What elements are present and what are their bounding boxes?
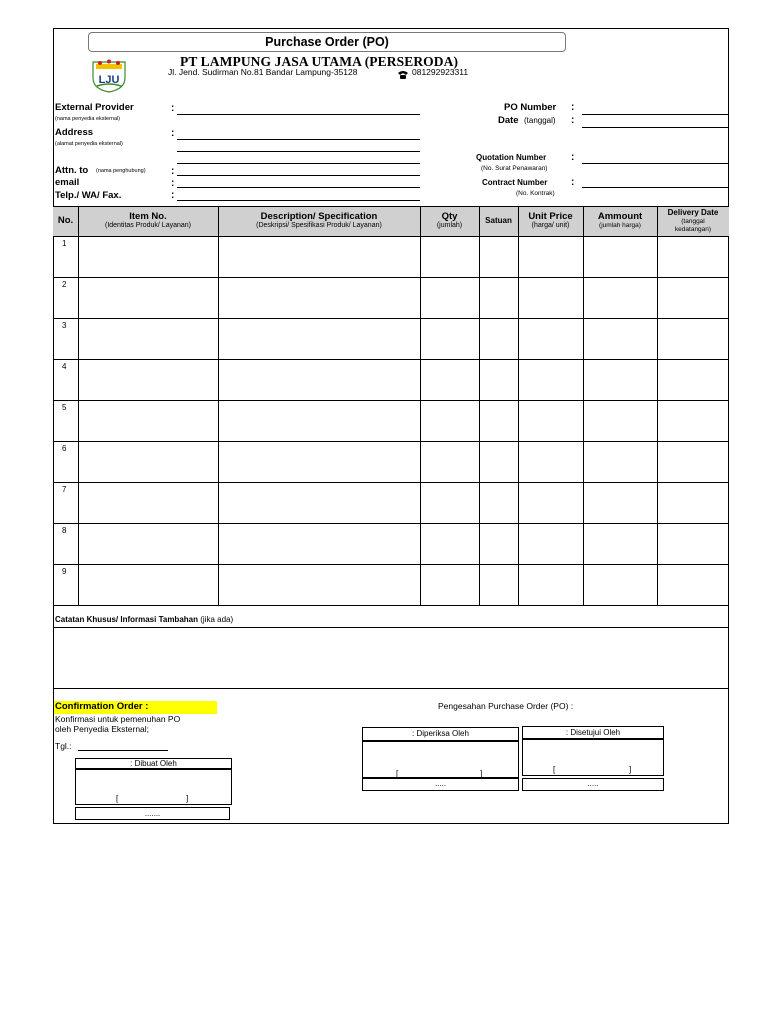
contract-number-label: Contract Number bbox=[482, 178, 548, 187]
table-row bbox=[53, 236, 729, 277]
column-header-label: Qty bbox=[441, 211, 458, 222]
diperiksa-oleh-name-box[interactable]: ..... bbox=[362, 778, 519, 791]
tgl-label: Tgl.: bbox=[55, 741, 72, 751]
email-field[interactable] bbox=[177, 187, 420, 188]
cell-unit-price[interactable] bbox=[519, 360, 582, 399]
cell-unit-price[interactable] bbox=[519, 524, 582, 563]
table-row bbox=[53, 277, 729, 318]
row-number: 5 bbox=[62, 403, 67, 412]
tgl-field[interactable] bbox=[78, 750, 168, 751]
dibuat-oleh-bracket-open: [ bbox=[116, 794, 119, 803]
disetujui-oleh-bracket-open: [ bbox=[553, 765, 556, 774]
svg-text:LJU: LJU bbox=[98, 74, 120, 86]
attn-label: Attn. to bbox=[55, 165, 89, 176]
cell-qty[interactable] bbox=[421, 483, 478, 522]
row-number: 2 bbox=[62, 280, 67, 289]
cell-qty[interactable] bbox=[421, 278, 478, 317]
table-row bbox=[53, 318, 729, 359]
cell-description[interactable] bbox=[219, 565, 419, 604]
external-provider-sublabel: (nama penyedia eksternal) bbox=[55, 116, 121, 122]
column-header-label: Description/ Specification bbox=[260, 211, 378, 222]
telp-field[interactable] bbox=[177, 200, 420, 201]
company-phone: 081292923311 bbox=[412, 67, 469, 77]
cell-unit-price[interactable] bbox=[519, 442, 582, 481]
cell-qty[interactable] bbox=[421, 401, 478, 440]
approval-title: Pengesahan Purchase Order (PO) : bbox=[438, 701, 574, 711]
cell-item-no[interactable] bbox=[79, 278, 217, 317]
cell-satuan[interactable] bbox=[480, 442, 517, 481]
table-row bbox=[53, 400, 729, 441]
cell-unit-price[interactable] bbox=[519, 483, 582, 522]
cell-unit-price[interactable] bbox=[519, 401, 582, 440]
table-row bbox=[53, 523, 729, 564]
cell-satuan[interactable] bbox=[480, 237, 517, 276]
date-sublabel: (tanggal) bbox=[524, 116, 556, 125]
cell-description[interactable] bbox=[219, 524, 419, 563]
cell-satuan[interactable] bbox=[480, 278, 517, 317]
cell-delivery-date[interactable] bbox=[658, 401, 728, 440]
confirmation-text-1: Konfirmasi untuk pemenuhan PO bbox=[55, 714, 181, 724]
cell-qty[interactable] bbox=[421, 237, 478, 276]
cell-delivery-date[interactable] bbox=[658, 319, 728, 358]
address-field-2[interactable] bbox=[177, 151, 420, 152]
cell-satuan[interactable] bbox=[480, 360, 517, 399]
po-number-label: PO Number bbox=[504, 102, 557, 113]
external-provider-colon: : bbox=[171, 103, 175, 114]
quotation-number-colon: : bbox=[571, 152, 575, 163]
cell-satuan[interactable] bbox=[480, 524, 517, 563]
column-header-sublabel: (jumlah) bbox=[436, 222, 463, 229]
cell-ammount[interactable] bbox=[584, 565, 656, 604]
column-header-sublabel: (Deskripsi/ Spesifikasi Produk/ Layanan) bbox=[256, 222, 382, 229]
row-number: 8 bbox=[62, 526, 67, 535]
cell-satuan[interactable] bbox=[480, 319, 517, 358]
date-field[interactable] bbox=[582, 127, 729, 128]
column-header-item-no bbox=[78, 206, 218, 236]
table-row bbox=[53, 482, 729, 523]
column-header-satuan bbox=[479, 206, 518, 236]
diperiksa-oleh-bracket-close: ] bbox=[480, 769, 483, 778]
attn-sublabel: (nama penghubung) bbox=[96, 168, 146, 174]
cell-delivery-date[interactable] bbox=[658, 442, 728, 481]
notes-divider bbox=[53, 627, 729, 628]
table-top-border bbox=[53, 206, 729, 207]
confirmation-title: Confirmation Order : bbox=[55, 701, 149, 712]
dibuat-oleh-bracket-close: ] bbox=[186, 794, 189, 803]
attn-field[interactable] bbox=[177, 175, 420, 176]
cell-delivery-date[interactable] bbox=[658, 237, 728, 276]
cell-delivery-date[interactable] bbox=[658, 524, 728, 563]
address-colon: : bbox=[171, 128, 175, 139]
column-header-label: Ammount bbox=[597, 211, 643, 222]
cell-satuan[interactable] bbox=[480, 565, 517, 604]
email-colon: : bbox=[171, 178, 175, 189]
cell-item-no[interactable] bbox=[79, 565, 217, 604]
cell-unit-price[interactable] bbox=[519, 319, 582, 358]
notes-field[interactable] bbox=[54, 629, 728, 687]
dibuat-oleh-signature-box[interactable] bbox=[75, 769, 232, 805]
external-provider-field[interactable] bbox=[177, 114, 420, 115]
cell-ammount[interactable] bbox=[584, 360, 656, 399]
contract-number-field[interactable] bbox=[582, 187, 729, 188]
cell-satuan[interactable] bbox=[480, 401, 517, 440]
column-header-label: Satuan bbox=[485, 216, 512, 225]
column-header-label: Unit Price bbox=[528, 211, 573, 222]
cell-item-no[interactable] bbox=[79, 483, 217, 522]
column-header-label: Item No. bbox=[129, 211, 167, 222]
cell-description[interactable] bbox=[219, 360, 419, 399]
disetujui-oleh-name-box[interactable]: ..... bbox=[522, 778, 664, 791]
company-address: Jl. Jend. Sudirman No.81 Bandar Lampung-35128 bbox=[168, 67, 358, 77]
row-number: 9 bbox=[62, 567, 67, 576]
cell-description[interactable] bbox=[219, 442, 419, 481]
column-header-unit-price bbox=[518, 206, 583, 236]
column-header-no bbox=[53, 206, 78, 236]
cell-description[interactable] bbox=[219, 278, 419, 317]
notes-bottom-divider bbox=[53, 688, 729, 689]
table-row bbox=[53, 359, 729, 400]
cell-qty[interactable] bbox=[421, 319, 478, 358]
cell-satuan[interactable] bbox=[480, 483, 517, 522]
column-header-label: No. bbox=[57, 215, 74, 226]
quotation-number-field[interactable] bbox=[582, 163, 729, 164]
notes-title: Catatan Khusus/ Informasi Tambahan bbox=[55, 615, 198, 624]
external-provider-label: External Provider bbox=[55, 102, 134, 113]
row-number: 1 bbox=[62, 239, 67, 248]
cell-description[interactable] bbox=[219, 319, 419, 358]
cell-delivery-date[interactable] bbox=[658, 483, 728, 522]
table-row bbox=[53, 441, 729, 482]
telp-colon: : bbox=[171, 190, 175, 201]
date-label: Date bbox=[498, 115, 519, 126]
address-label: Address bbox=[55, 127, 94, 138]
row-number: 3 bbox=[62, 321, 67, 330]
cell-ammount[interactable] bbox=[584, 524, 656, 563]
cell-qty[interactable] bbox=[421, 442, 478, 481]
table-row-border bbox=[53, 605, 729, 606]
cell-delivery-date[interactable] bbox=[658, 360, 728, 399]
cell-ammount[interactable] bbox=[584, 278, 656, 317]
column-header-ammount bbox=[583, 206, 657, 236]
po-number-field[interactable] bbox=[582, 114, 729, 115]
row-number: 6 bbox=[62, 444, 67, 453]
cell-unit-price[interactable] bbox=[519, 565, 582, 604]
column-header-sublabel: (tanggal kedatangan) bbox=[674, 218, 712, 233]
column-header-description bbox=[218, 206, 420, 236]
telp-label: Telp./ WA/ Fax. bbox=[55, 190, 122, 201]
cell-qty[interactable] bbox=[421, 524, 478, 563]
column-header-sublabel: (harga/ unit) bbox=[531, 222, 570, 229]
column-header-delivery-date bbox=[657, 206, 729, 236]
cell-description[interactable] bbox=[219, 237, 419, 276]
company-name: PT LAMPUNG JASA UTAMA (PERSERODA) bbox=[180, 54, 459, 69]
phone-icon bbox=[397, 67, 409, 77]
row-number: 7 bbox=[62, 485, 67, 494]
confirmation-text-2: oleh Penyedia Eksternal; bbox=[55, 724, 150, 734]
date-colon: : bbox=[571, 115, 575, 126]
cell-qty[interactable] bbox=[421, 360, 478, 399]
cell-ammount[interactable] bbox=[584, 483, 656, 522]
disetujui-oleh-header: : Disetujui Oleh bbox=[522, 726, 664, 739]
cell-description[interactable] bbox=[219, 401, 419, 440]
cell-unit-price[interactable] bbox=[519, 278, 582, 317]
contract-number-sublabel: (No. Kontrak) bbox=[516, 190, 555, 197]
cell-item-no[interactable] bbox=[79, 524, 217, 563]
cell-ammount[interactable] bbox=[584, 442, 656, 481]
cell-delivery-date[interactable] bbox=[658, 565, 728, 604]
disetujui-oleh-bracket-close: ] bbox=[629, 765, 632, 774]
notes-label bbox=[55, 615, 233, 624]
column-header-label: Delivery Date bbox=[667, 208, 719, 217]
column-header-qty bbox=[420, 206, 479, 236]
cell-qty[interactable] bbox=[421, 565, 478, 604]
notes-sublabel: (jika ada) bbox=[200, 615, 234, 624]
attn-colon: : bbox=[171, 166, 175, 177]
dibuat-oleh-header: : Dibuat Oleh bbox=[75, 758, 232, 769]
diperiksa-oleh-header: : Diperiksa Oleh bbox=[362, 727, 519, 741]
form-title: Purchase Order (PO) bbox=[88, 32, 566, 52]
cell-ammount[interactable] bbox=[584, 319, 656, 358]
table-row bbox=[53, 564, 729, 605]
diperiksa-oleh-bracket-open: [ bbox=[396, 769, 399, 778]
email-label: email bbox=[55, 177, 80, 188]
contract-number-colon: : bbox=[571, 177, 575, 188]
cell-item-no[interactable] bbox=[79, 237, 217, 276]
po-number-colon: : bbox=[571, 102, 575, 113]
row-number: 4 bbox=[62, 362, 67, 371]
cell-ammount[interactable] bbox=[584, 401, 656, 440]
address-field-3[interactable] bbox=[177, 163, 420, 164]
quotation-number-label: Quotation Number bbox=[476, 153, 547, 162]
cell-item-no[interactable] bbox=[79, 319, 217, 358]
cell-item-no[interactable] bbox=[79, 442, 217, 481]
cell-item-no[interactable] bbox=[79, 360, 217, 399]
company-logo bbox=[88, 56, 130, 94]
column-header-sublabel: (jumlah harga) bbox=[599, 222, 641, 229]
diperiksa-oleh-signature-box[interactable] bbox=[362, 741, 519, 778]
cell-item-no[interactable] bbox=[79, 401, 217, 440]
address-sublabel: (alamat penyedia eksternal) bbox=[55, 141, 123, 147]
cell-description[interactable] bbox=[219, 483, 419, 522]
quotation-number-sublabel: (No. Surat Penawaran) bbox=[481, 165, 548, 172]
dibuat-oleh-name-box[interactable]: ....... bbox=[75, 807, 230, 820]
cell-unit-price[interactable] bbox=[519, 237, 582, 276]
disetujui-oleh-signature-box[interactable] bbox=[522, 739, 664, 776]
cell-delivery-date[interactable] bbox=[658, 278, 728, 317]
cell-ammount[interactable] bbox=[584, 237, 656, 276]
address-field-1[interactable] bbox=[177, 139, 420, 140]
column-header-sublabel: (Identitas Produk/ Layanan) bbox=[105, 222, 191, 229]
